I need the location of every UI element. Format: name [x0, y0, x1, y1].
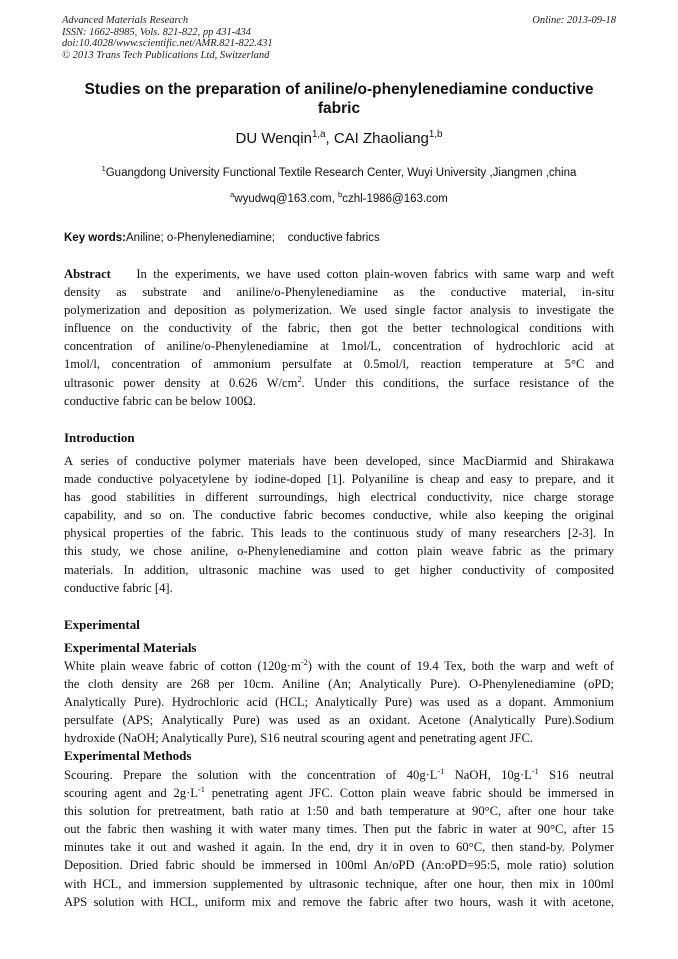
keywords-label: Key words: — [64, 232, 126, 244]
affiliation-text: Guangdong University Functional Textile Research Center, Wuyi University ,Jiangmen ,china — [105, 167, 577, 179]
author-affil-mark: 1,b — [428, 129, 443, 140]
abstract-line: ultrasonic power density at 0.626 $W/cm^2$. Under this conditions, the surface resistance of the — [64, 374, 614, 390]
author-emails — [62, 190, 616, 205]
materials-line: persulfate (APS; Analytically Pure) was used as an oxidant. Acetone (Analytically Pure).Sodium — [64, 713, 614, 728]
methods-line: this solution for pretreatment, bath ratio at 1:50 and bath temperature at 90°C, after one hour take — [64, 804, 614, 819]
abstract-line: polymerization and deposition as polymerization. We used single factor analysis to investigate the — [64, 303, 614, 318]
intro-line: this study, we chose aniline, o-Phenylenediamine and cotton plain weave fabric as the primary — [64, 544, 614, 559]
email-mark: a — [230, 190, 235, 200]
journal-name: Advanced Materials Research — [62, 15, 189, 26]
affiliation — [62, 164, 616, 179]
email-mark: b — [338, 190, 343, 200]
abstract — [64, 265, 614, 410]
issn-line: ISSN: 1662-8985, Vols. 821-822, pp 431-434 — [62, 26, 251, 38]
doi-line: doi:10.4028/www.scientific.net/AMR.821-822.431 — [62, 38, 273, 49]
author-separator: , — [325, 130, 334, 147]
section-heading-experimental: Experimental — [64, 617, 140, 632]
author-name: DU Wenqin — [235, 130, 312, 147]
paper-title: Studies on the preparation of aniline/o-phenylenediamine conductive fabric — [84, 81, 594, 117]
abstract-line: 1mol/l, concentration of ammonium persulfate at 0.5mol/l, reaction temperature at 5°C and — [64, 357, 614, 372]
intro-line: conductive fabric [4]. — [64, 580, 173, 595]
author-list — [62, 130, 616, 147]
intro-line: physical properties of the fabric. This leads to the continuous study of many researchers [2-3]. In — [64, 526, 614, 541]
methods-line: APS solution with HCL, uniform mix and remove the fabric after two hours, wash it with acetone, — [64, 894, 614, 909]
materials-line: White plain weave fabric of cotton $(120g\cdot m^{-2})$ with the count of 19.4 Tex, both the warp and weft of — [64, 657, 614, 673]
materials-line: Analytically Pure). Hydrochloric acid (HCL; Analytically Pure) was used as a dopant. Ammonium — [64, 695, 614, 710]
abstract-line: influence on the conductivity of the fabric, then got the better technological conditions with — [64, 321, 614, 336]
author-affil-mark: 1,a — [311, 129, 326, 140]
journal-header — [62, 15, 616, 61]
intro-line: materials. In addition, ultrasonic machine was used to get higher conductivity of composited — [64, 562, 614, 577]
abstract-line: conductive fabric can be below 100Ω. — [64, 393, 256, 408]
methods-line: minutes take it out and washed it again. In the end, dry it in oven to 60°C, then stand-by. Polymer — [64, 840, 614, 855]
author-name: CAI Zhaoliang — [333, 130, 429, 147]
email-link[interactable]: wyudwq@163.com, — [234, 193, 339, 205]
section-heading-introduction: Introduction — [64, 430, 135, 445]
intro-line: has good stabilities in different surroundings, high electrical conductivity, nice charge storage — [64, 490, 614, 505]
intro-line: made conductive polyacetylene by iodine-doped [1]. Polyaniline is cheap and easy to prepare, and it — [64, 472, 614, 487]
materials-line: the cloth density are 268 per 10cm. Aniline (An; Analytically Pure). O-Phenylenediamine (oPD; — [64, 677, 614, 692]
intro-line: A series of conductive polymer materials have been developed, since MacDiarmid and Shirakawa — [64, 454, 614, 468]
subsection-heading-methods: Experimental Methods — [64, 748, 192, 763]
keywords — [64, 232, 614, 244]
intro-line: capability, and so on. The conductive fabric becomes conductive, while also keeping the original — [64, 508, 614, 523]
copyright-line: © 2013 Trans Tech Publications Ltd, Switzerland — [62, 49, 270, 61]
keywords-text: Aniline; o-Phenylenediamine; conductive fabrics — [126, 232, 380, 244]
methods-line: with HCL, and immersion supplemented by ultrasonic technique, after one hour, then mix in 100ml — [64, 876, 614, 891]
methods-line: out the fabric then washing it with water many times. Then put the fabric in water at 90°C, after 15 — [64, 822, 614, 837]
abstract-line: Abstract In the experiments, we have used cotton plain-woven fabrics with same warp and weft — [64, 267, 614, 281]
email-link[interactable]: czhl-1986@163.com — [342, 193, 448, 205]
methods-line: Scouring. Prepare the solution with the concentration of $40g\cdot L^{-1}$ NaOH, $10g\cdot L^{-1}$ S16 neutral — [64, 766, 614, 782]
methods-text — [64, 766, 614, 911]
affiliation-mark: 1 — [101, 164, 106, 174]
abstract-line: density as substrate and aniline/o-Phenylenediamine as the conductive material, in-situ — [64, 285, 614, 300]
introduction-text — [64, 452, 614, 597]
subsection-heading-materials: Experimental Materials — [64, 640, 197, 655]
materials-text — [64, 657, 614, 747]
methods-line: scouring agent and $2g\cdot L^{-1}$ penetrating agent JFC. Cotton plain weave fabric should be immersed in — [64, 784, 614, 801]
methods-line: Deposition. Dried fabric should be immersed in 100ml An/oPD (An:oPD=95:5, mole ratio) solution — [64, 858, 614, 873]
online-date: Online: 2013-09-18 — [532, 15, 616, 26]
materials-line: hydroxide (NaOH; Analytically Pure), S16 neutral scouring agent and penetrating agent JFC. — [64, 731, 534, 746]
abstract-label: Abstract — [64, 267, 111, 281]
abstract-line: concentration of aniline/o-Phenylenediamine at 1mol/L, concentration of hydrochloric acid at — [64, 339, 614, 354]
